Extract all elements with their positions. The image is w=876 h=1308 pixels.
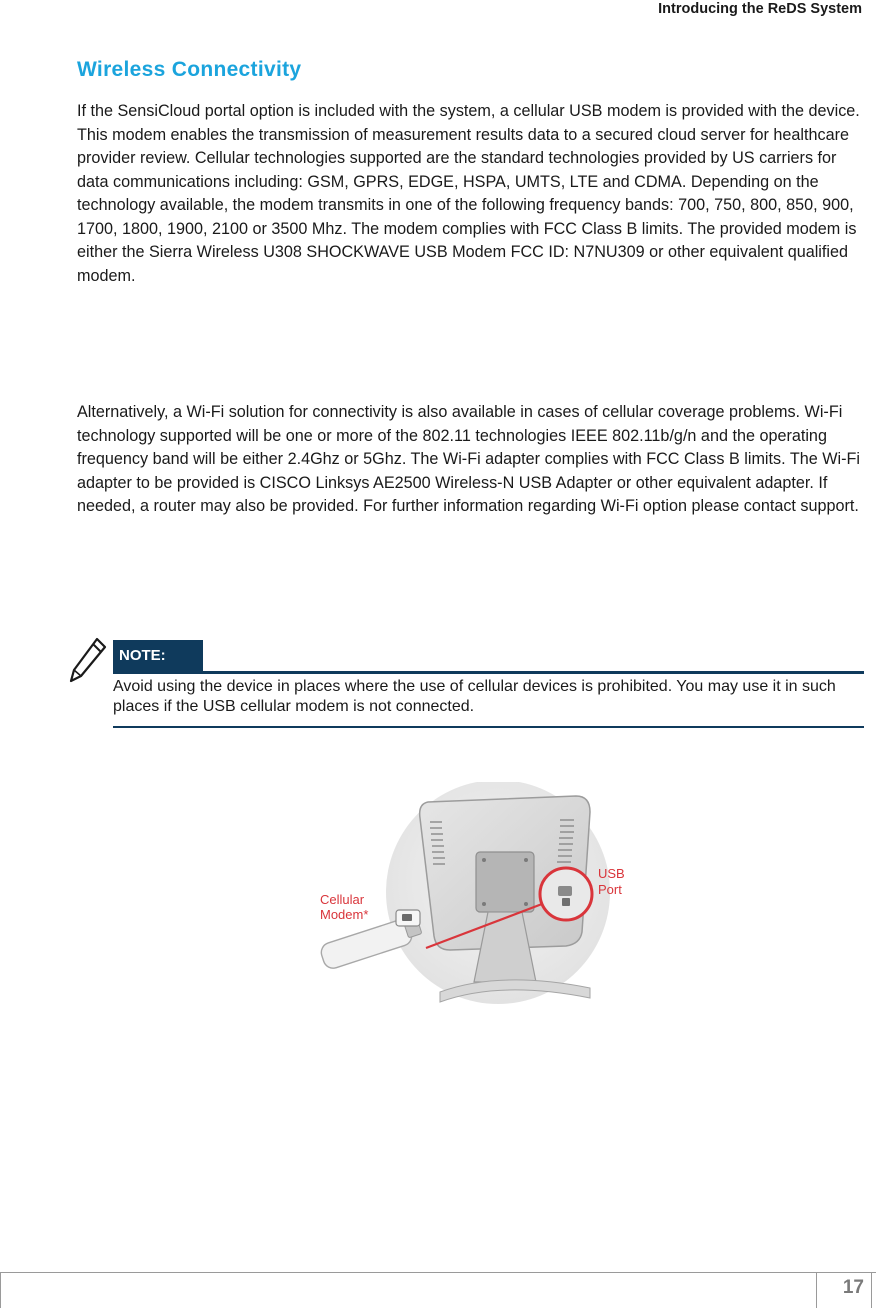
usb-adapter bbox=[396, 910, 420, 926]
cellular-modem-label-line1: Cellular bbox=[320, 892, 365, 907]
usb-port-label-line1: USB bbox=[598, 866, 625, 881]
note-bottom-rule bbox=[113, 726, 864, 728]
device-usb-modem-illustration bbox=[290, 782, 650, 1010]
paragraph-wifi: Alternatively, a Wi-Fi solution for connectivity is also available in cases of cellular coverage problems. Wi-Fi technology supported will be one or more of the 802.11 technologies IEEE 802.11b/g/n and the operating frequency band will be either 2.4Ghz or 5Ghz. The Wi-Fi adapter complies with FCC Class B limits. The Wi-Fi adapter to be provided is CISCO Linksys AE2500 Wireless-N USB Adapter or other equivalent adapter. If needed, a router may also be provided. For further information regarding Wi-Fi option please contact support. bbox=[77, 403, 860, 515]
pencil-icon bbox=[68, 636, 108, 684]
footer-rule bbox=[0, 1272, 876, 1273]
cellular-modem-label-line2: Modem* bbox=[320, 907, 369, 922]
note-text: Avoid using the device in places where the use of cellular devices is prohibited. You may use it in such places if the USB cellular modem is not connected. bbox=[113, 678, 836, 715]
section-title: Wireless Connectivity bbox=[77, 58, 302, 81]
page-number: 17 bbox=[842, 1277, 864, 1298]
note-label: NOTE: bbox=[113, 640, 203, 672]
footer-left-edge bbox=[0, 1272, 1, 1308]
running-header: Introducing the ReDS System bbox=[658, 1, 862, 17]
usb-port-label-line2: Port bbox=[598, 882, 622, 897]
paragraph-cellular: If the SensiCloud portal option is included with the system, a cellular USB modem is provided with the device. This modem enables the transmission of measurement results data to a secured cloud server for healthcare provider review. Cellular technologies supported are the standard technologies provided by US carriers for data communications including: GSM, GPRS, EDGE, HSPA, UMTS, LTE and CDMA. Depending on the technology available, the modem transmits in one of the following frequency bands: 700, 750, 800, 850, 900, 1700, 1800, 1900, 2100 or 3500 Mhz. The modem complies with FCC Class B limits. The provided modem is either the Sierra Wireless U308 SHOCKWAVE USB Modem FCC ID: N7NU309 or other equivalent qualified modem. bbox=[77, 102, 860, 285]
note-top-rule bbox=[113, 671, 864, 674]
